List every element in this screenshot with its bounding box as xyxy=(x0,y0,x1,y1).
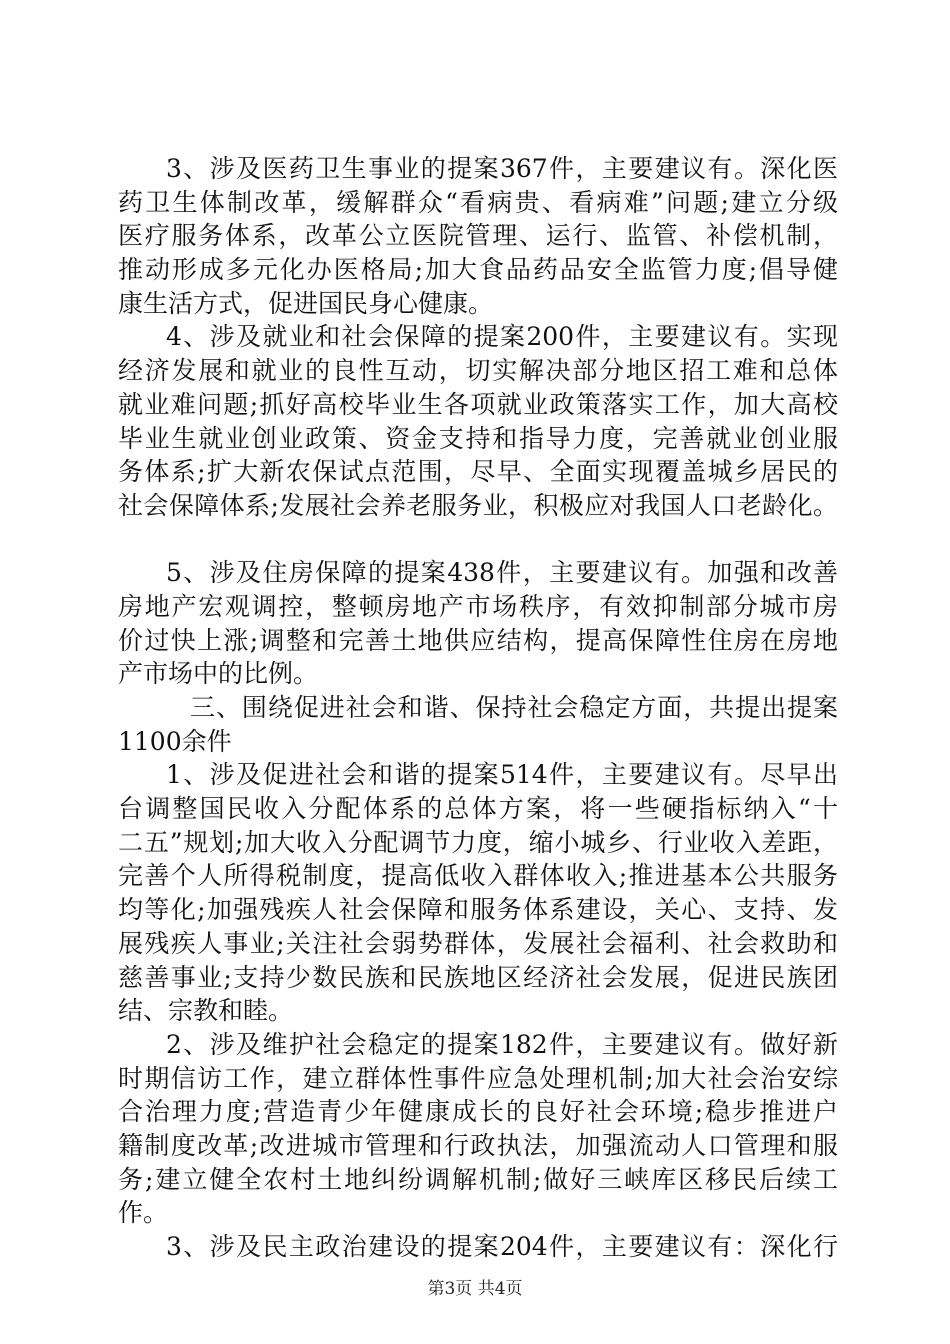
section-heading: 1100余件 xyxy=(118,726,232,756)
document-body xyxy=(118,152,838,1264)
paragraph-line: 2、涉及维护社会稳定的提案182件，主要建议有。做好新 xyxy=(166,1029,838,1059)
paragraph-line: 康生活方式，促进国民身心健康。 xyxy=(118,288,494,318)
paragraph-line: 3、涉及医药卫生事业的提案367件，主要建议有。深化医 xyxy=(166,154,838,183)
paragraph-line: 就业难问题;抓好高校毕业生各项就业政策落实工作，加大高校 xyxy=(118,389,838,419)
paragraph-line: 价过快上涨;调整和完善土地供应结构，提高保障性住房在房地 xyxy=(118,625,838,655)
paragraph-line: 经济发展和就业的良性互动，切实解决部分地区招工难和总体 xyxy=(118,356,838,386)
paragraph-line: 医疗服务体系，改革公立医院管理、运行、监管、补偿机制， xyxy=(118,221,838,251)
paragraph-line: 完善个人所得税制度，提高低收入群体收入;推进基本公共服务 xyxy=(118,861,838,891)
paragraph-line: 3、涉及民主政治建设的提案204件，主要建议有：深化行 xyxy=(166,1232,838,1261)
paragraph-line: 4、涉及就业和社会保障的提案200件，主要建议有。实现 xyxy=(166,322,838,352)
section-heading: 三、围绕促进社会和谐、保持社会稳定方面，共提出提案 xyxy=(190,693,838,722)
page-footer: 第3页 共4页 xyxy=(427,1279,523,1299)
paragraph-line: 务;建立健全农村土地纠纷调解机制;做好三峡库区移民后续工 xyxy=(118,1164,838,1194)
paragraph-line: 时期信访工作，建立群体性事件应急处理机制;加大社会治安综 xyxy=(118,1063,838,1093)
paragraph-line: 毕业生就业创业政策、资金支持和指导力度，完善就业创业服 xyxy=(118,423,838,453)
paragraph-line: 房地产宏观调控，整顿房地产市场秩序，有效抑制部分城市房 xyxy=(118,591,838,621)
paragraph-line: 均等化;加强残疾人社会保障和服务体系建设，关心、支持、发 xyxy=(118,895,838,925)
paragraph-line: 务体系;扩大新农保试点范围，尽早、全面实现覆盖城乡居民的 xyxy=(118,457,838,487)
paragraph-line: 结、宗教和睦。 xyxy=(118,996,294,1026)
paragraph-line: 社会保障体系;发展社会养老服务业，积极应对我国人口老龄化。 xyxy=(118,490,838,520)
paragraph-line: 台调整国民收入分配体系的总体方案，将一些硬指标纳入“十 xyxy=(118,794,838,824)
paragraph-gap xyxy=(118,523,838,557)
paragraph-line: 籍制度改革;改进城市管理和行政执法，加强流动人口管理和服 xyxy=(118,1130,838,1160)
paragraph-line: 合治理力度;营造青少年健康成长的良好社会环境;稳步推进户 xyxy=(118,1097,838,1127)
paragraph-line: 1、涉及促进社会和谐的提案514件，主要建议有。尽早出 xyxy=(166,760,838,790)
paragraph-line: 推动形成多元化办医格局;加大食品药品安全监管力度;倡导健 xyxy=(118,255,838,285)
paragraph-line: 展残疾人事业;关注社会弱势群体，发展社会福利、社会救助和 xyxy=(118,928,838,958)
paragraph-line: 慈善事业;支持少数民族和民族地区经济社会发展，促进民族团 xyxy=(118,962,838,992)
paragraph-line: 药卫生体制改革，缓解群众“看病贵、看病难”问题;建立分级 xyxy=(118,187,838,217)
paragraph-line: 二五”规划;加大收入分配调节力度，缩小城乡、行业收入差距， xyxy=(118,827,838,857)
paragraph-line: 产市场中的比例。 xyxy=(118,659,319,689)
paragraph-line: 作。 xyxy=(118,1198,169,1228)
paragraph-line: 5、涉及住房保障的提案438件，主要建议有。加强和改善 xyxy=(166,558,838,588)
